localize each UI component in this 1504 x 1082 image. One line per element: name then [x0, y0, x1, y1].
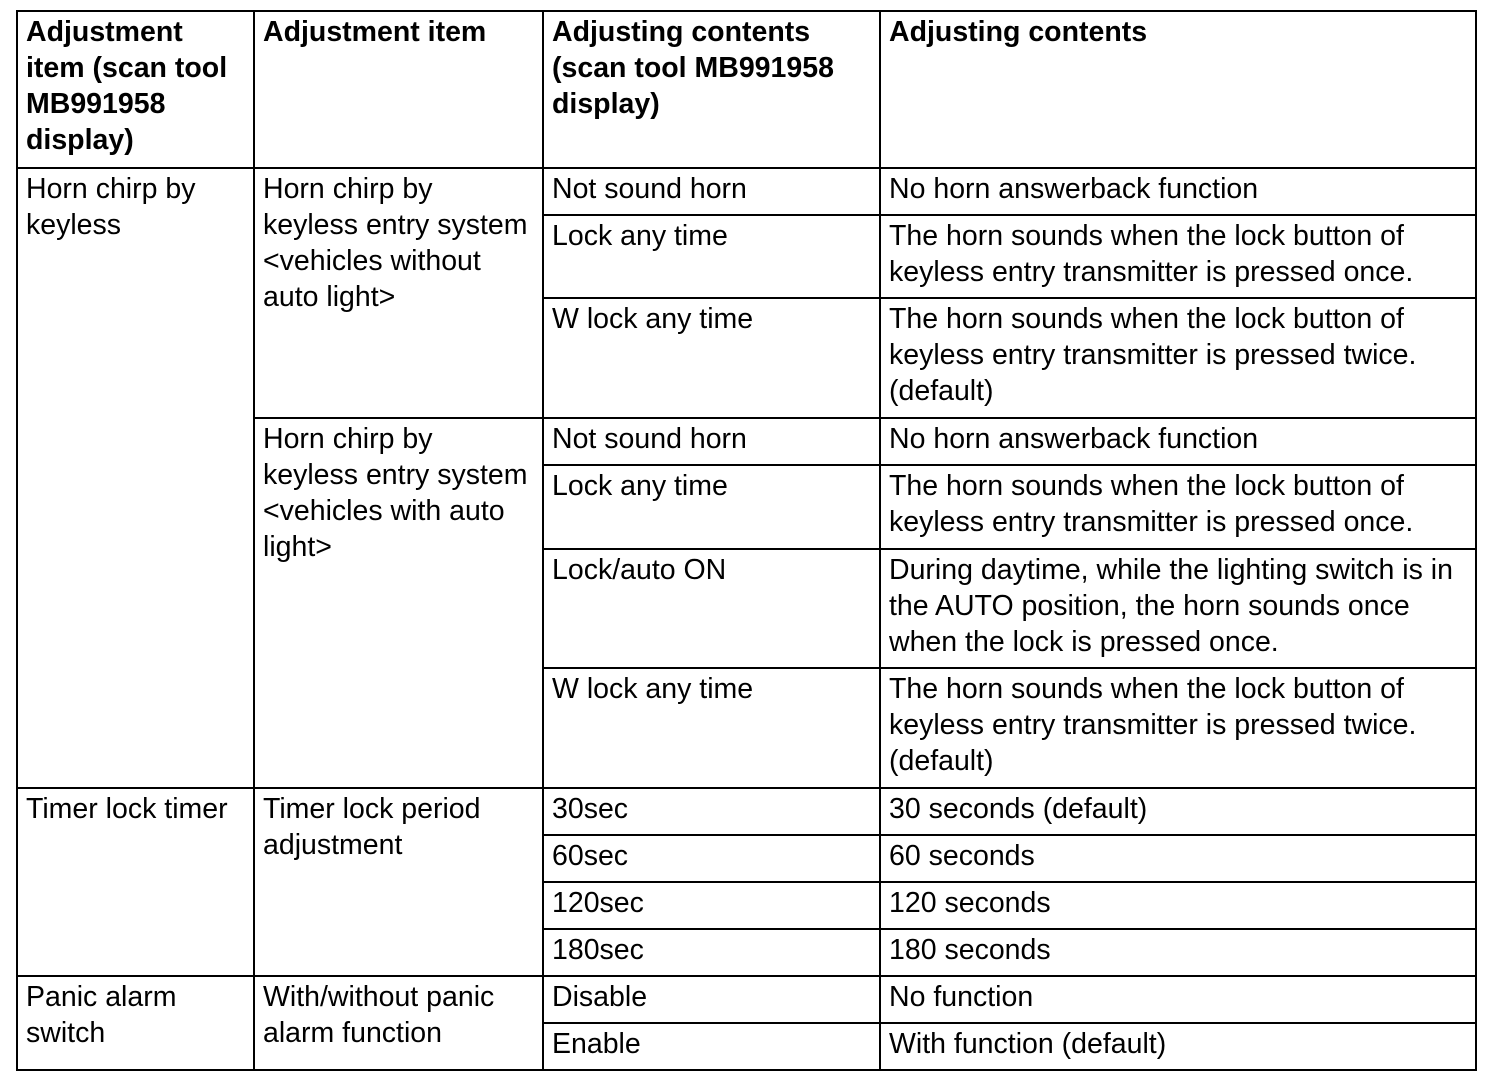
header-contents-display: Adjusting contents (scan tool MB991958 display)	[543, 11, 880, 168]
item-cell: Horn chirp by keyless entry system <vehicles with auto light>	[254, 418, 543, 788]
contents-cell: 60 seconds	[880, 835, 1476, 882]
display-cell: Lock any time	[543, 215, 880, 298]
display-cell: Disable	[543, 976, 880, 1023]
display-cell: Enable	[543, 1023, 880, 1070]
display-cell: Lock/auto ON	[543, 549, 880, 668]
display-cell: 180sec	[543, 929, 880, 976]
table-row	[17, 976, 1476, 1023]
contents-cell: The horn sounds when the lock button of keyless entry transmitter is pressed once.	[880, 465, 1476, 549]
item-cell: With/without panic alarm function	[254, 976, 543, 1070]
header-item: Adjustment item	[254, 11, 543, 168]
display-cell: W lock any time	[543, 298, 880, 418]
contents-cell: The horn sounds when the lock button of keyless entry transmitter is pressed once.	[880, 215, 1476, 298]
contents-cell: 120 seconds	[880, 882, 1476, 929]
header-contents: Adjusting contents	[880, 11, 1476, 168]
display-cell: 60sec	[543, 835, 880, 882]
contents-cell: No horn answerback function	[880, 418, 1476, 465]
header-row	[17, 11, 1476, 168]
contents-cell: 30 seconds (default)	[880, 788, 1476, 835]
adjustment-table	[16, 10, 1477, 1071]
contents-cell: With function (default)	[880, 1023, 1476, 1070]
contents-cell: During daytime, while the lighting switch is in the AUTO position, the horn sounds once when the lock is pressed once.	[880, 549, 1476, 668]
item-display-cell: Horn chirp by keyless	[17, 168, 254, 788]
item-cell: Horn chirp by keyless entry system <vehicles without auto light>	[254, 168, 543, 418]
contents-cell: The horn sounds when the lock button of keyless entry transmitter is pressed twice. (default)	[880, 668, 1476, 788]
display-cell: Not sound horn	[543, 168, 880, 215]
contents-cell: The horn sounds when the lock button of keyless entry transmitter is pressed twice. (default)	[880, 298, 1476, 418]
table-row	[17, 168, 1476, 215]
item-cell: Timer lock period adjustment	[254, 788, 543, 976]
contents-cell: 180 seconds	[880, 929, 1476, 976]
item-display-cell: Timer lock timer	[17, 788, 254, 976]
header-item-display: Adjustment item (scan tool MB991958 display)	[17, 11, 254, 168]
contents-cell: No function	[880, 976, 1476, 1023]
display-cell: Lock any time	[543, 465, 880, 549]
contents-cell: No horn answerback function	[880, 168, 1476, 215]
display-cell: 30sec	[543, 788, 880, 835]
table-row	[17, 788, 1476, 835]
display-cell: Not sound horn	[543, 418, 880, 465]
item-display-cell: Panic alarm switch	[17, 976, 254, 1070]
display-cell: W lock any time	[543, 668, 880, 788]
display-cell: 120sec	[543, 882, 880, 929]
